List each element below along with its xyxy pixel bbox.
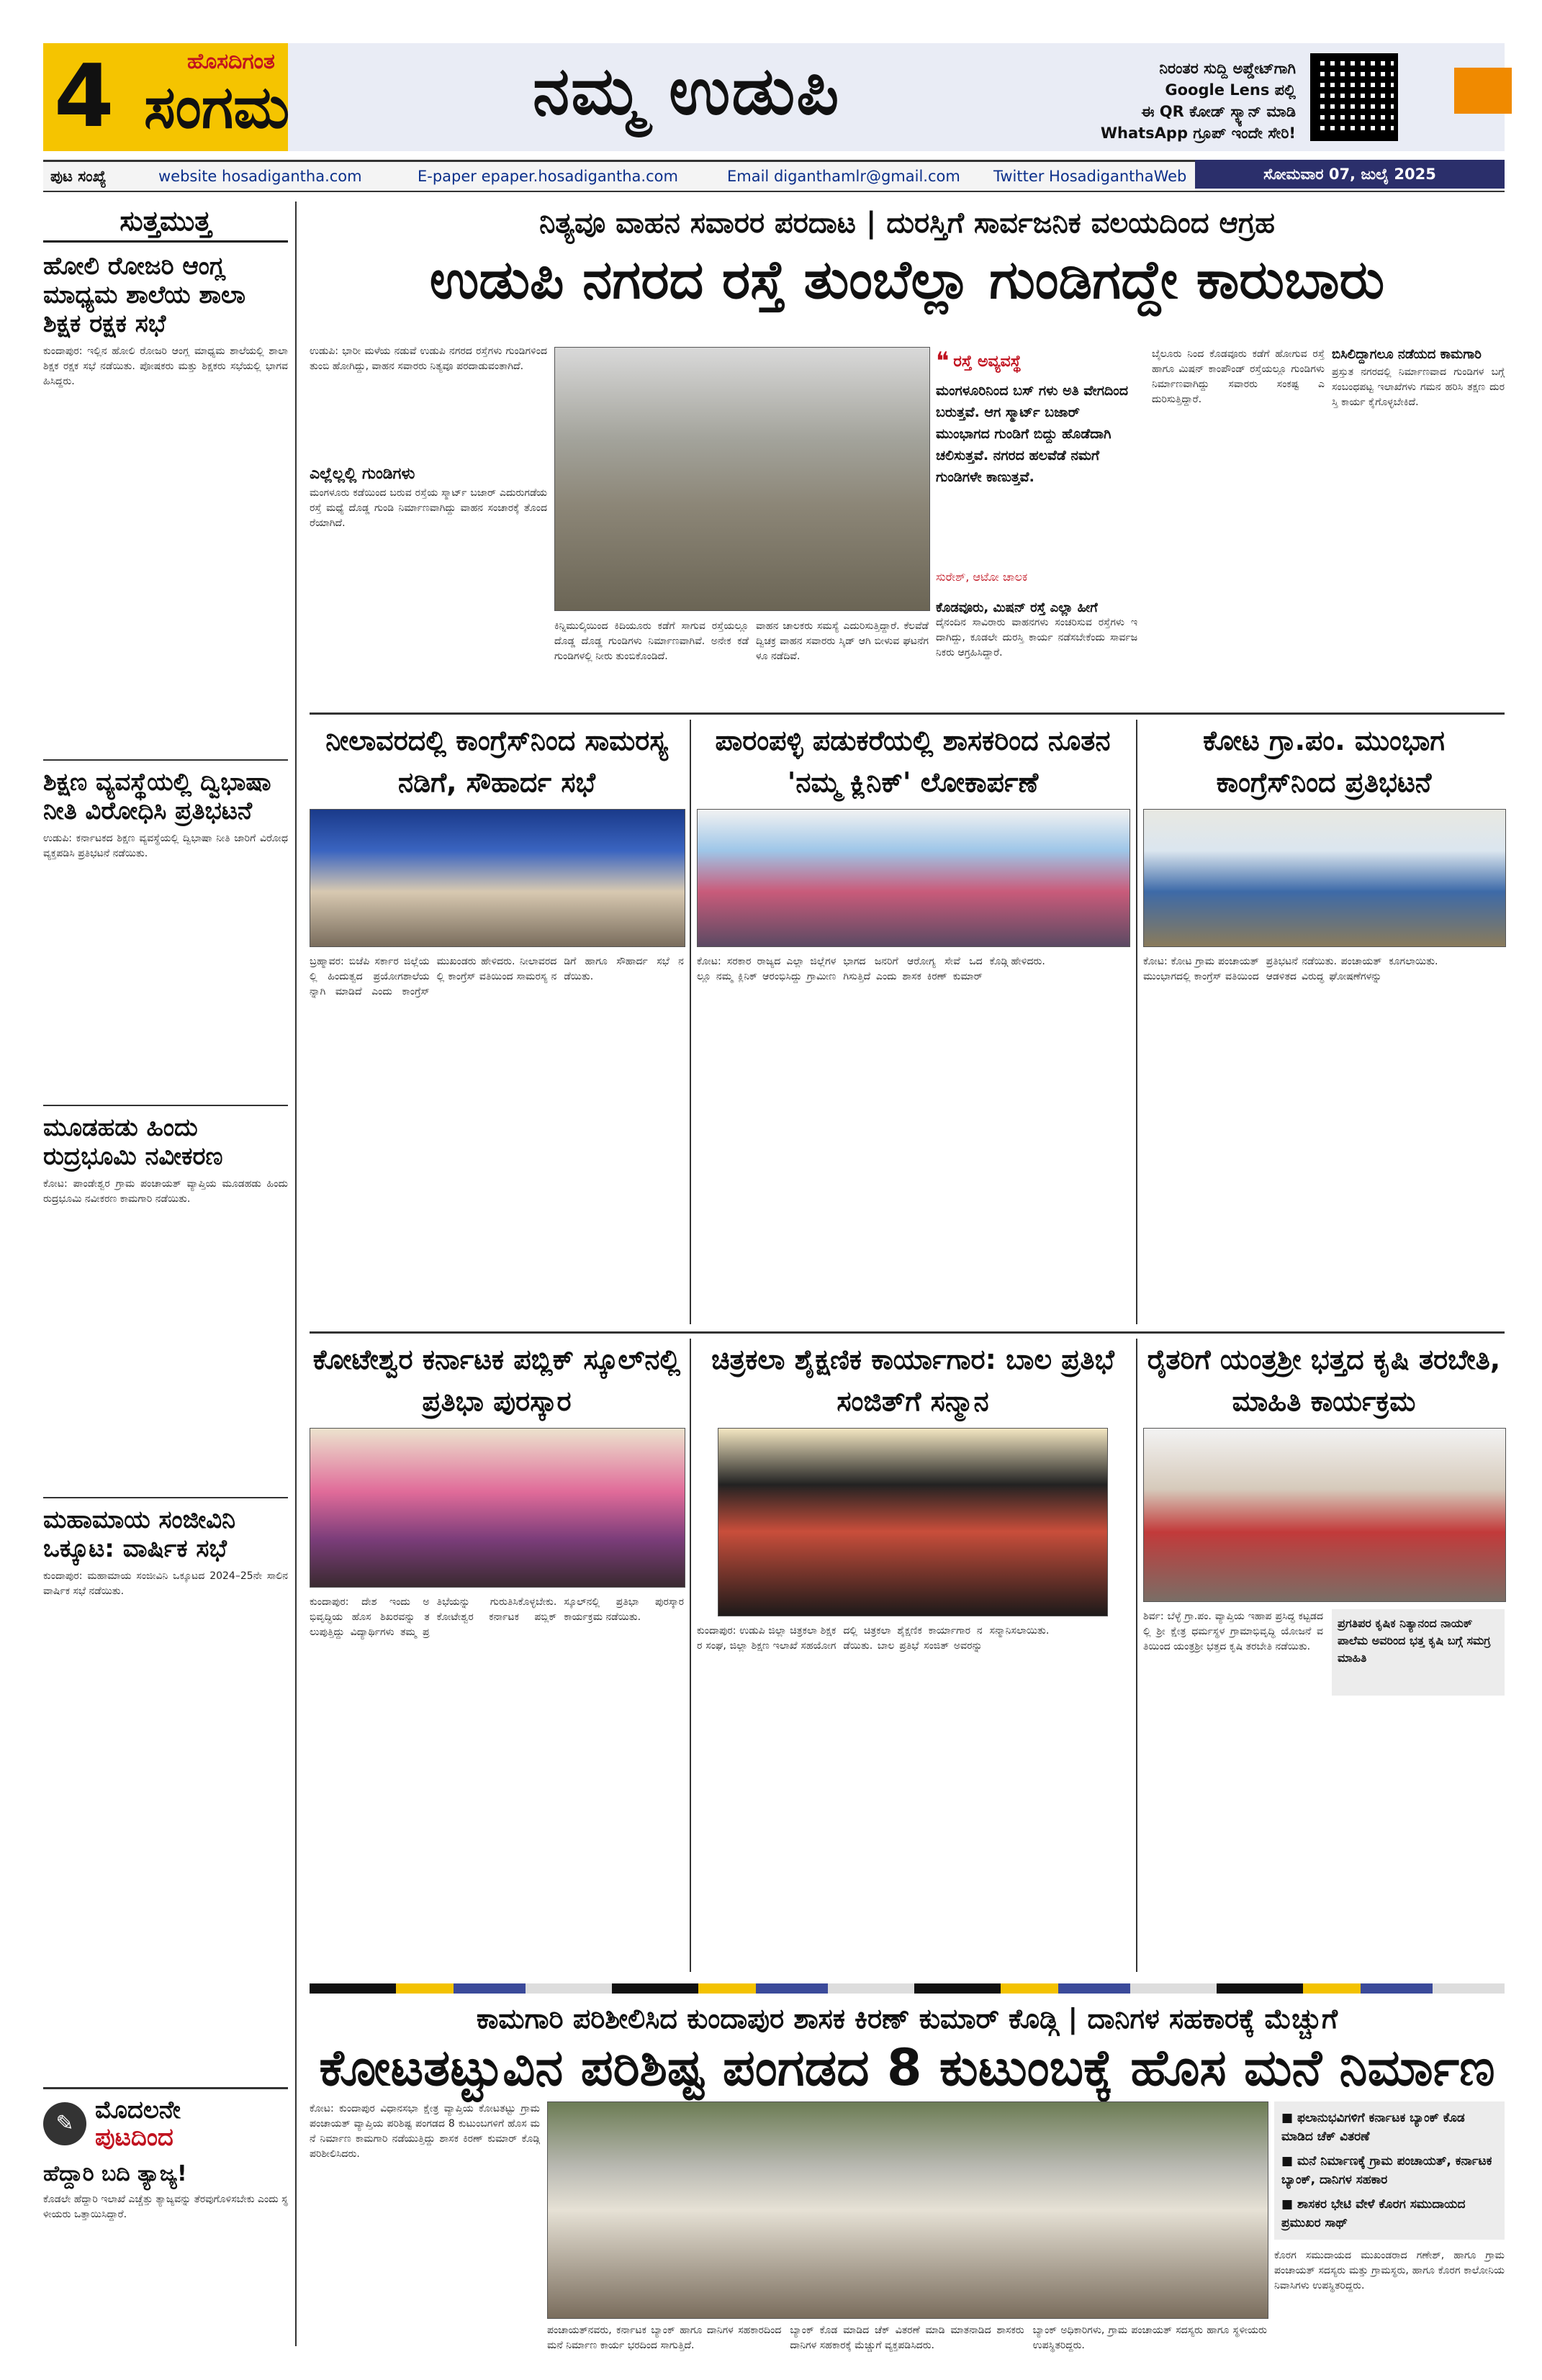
column-headline: ಹೆದ್ದಾರಿ ಬದಿ ತ್ಯಾಜ್ಯ! (43, 2161, 187, 2186)
page-number: 4 (54, 47, 114, 147)
story-body: ಶಿರ್ವ: ಬೆಳ್ಳೆ ಗ್ರಾ.ಪಂ. ವ್ಯಾಪ್ತಿಯ ಇಹಾಪ ಪ್ರಸಿದ್ಧ ಕಟ್ಟಡದಲ್ಲಿ ಶ್ರೀ ಕ್ಷೇತ್ರ ಧರ್ಮಸ್ಥಳ ಗ್ರಾಮಾಭಿವೃದ್ಧಿ ಯೋಜನೆ ವತಿಯಿಂದ ಯಂತ್ರಶ್ರೀ ಭತ್ತದ ಕೃಷಿ ತರಬೇತಿ ನಡೆಯಿತು. (1143, 1611, 1323, 1652)
lead-headline: ಉಡುಪಿ ನಗರದ ರಸ್ತೆ ತುಂಬೆಲ್ಲಾ ಗುಂಡಿಗದ್ದೇ ಕಾರುಬಾರು (429, 249, 1385, 311)
story-body: ಕುಂದಾಪುರ: ಉಡುಪಿ ಜಿಲ್ಲಾ ಚಿತ್ರಕಲಾ ಶಿಕ್ಷಕರ ಸಂಘ, ಜಿಲ್ಲಾ ಶಿಕ್ಷಣ ಇಲಾಖೆ ಸಹಯೋಗದಲ್ಲಿ ಚಿತ್ರಕಲಾ ಶೈಕ್ಷಣಿಕ ಕಾರ್ಯಾಗಾರ ನಡೆಯಿತು. ಬಾಲ ಪ್ರತಿಭೆ ಸಂಜಿತ್ ಅವರನ್ನು ಸನ್ಮಾನಿಸಲಾಯಿತು. (697, 1625, 1050, 1652)
twitter-link[interactable]: Twitter HosadiganthaWeb (993, 168, 1187, 185)
story-headline: ಚಿತ್ರಕಲಾ ಶೈಕ್ಷಣಿಕ ಕಾರ್ಯಾಗಾರ: ಬಾಲ ಪ್ರತಿಭೆ ಸಂಜಿತ್‌ಗೆ ಸನ್ಮಾನ (711, 1344, 1114, 1417)
brand-small: ಹೊಸದಿಗಂತ (187, 49, 275, 74)
event-photo (310, 809, 685, 947)
event-photo (310, 1428, 685, 1588)
bottom-body: ಕೋಟ: ಕುಂದಾಪುರ ವಿಧಾನಸಭಾ ಕ್ಷೇತ್ರ ವ್ಯಾಪ್ತಿಯ ಕೋಟತಟ್ಟು ಗ್ರಾಮ ಪಂಚಾಯತ್ ವ್ಯಾಪ್ತಿಯ ಪರಿಶಿಷ್ಟ ಪಂಗಡದ 8 ಕುಟುಂಬಗಳಿಗೆ ಹೊಸ ಮನೆ ನಿರ್ಮಾಣ ಕಾಮಗಾರಿ ನಡೆಯುತ್ತಿದ್ದು ಶಾಸಕ ಕಿರಣ್ ಕುಮಾರ್ ಕೊಡ್ಗಿ ಪರಿಶೀಲಿಸಿದರು. (310, 2103, 540, 2160)
story-headline: ನೀಲಾವರದಲ್ಲಿ ಕಾಂಗ್ರೆಸ್‌ನಿಂದ ಸಾಮರಸ್ಯ ನಡಿಗೆ, ಸೌಹಾರ್ದ ಸಭೆ (325, 725, 668, 798)
story-body: ಕುಂದಾಪುರ: ದೇಶ ಇಂದು ಅಭಿವೃದ್ಧಿಯ ಹೊಸ ಶಿಖರವನ್ನು ತಲುಪುತ್ತಿದ್ದು ವಿದ್ಯಾರ್ಥಿಗಳು ತಮ್ಮ ಪ್ರತಿಭೆಯನ್ನು ಗುರುತಿಸಿಕೊಳ್ಳಬೇಕು. ಕೋಟೇಶ್ವರ ಕರ್ನಾಟಕ ಪಬ್ಲಿಕ್ ಸ್ಕೂಲ್‌ನಲ್ಲಿ ಪ್ರತಿಭಾ ಪುರಸ್ಕಾರ ಕಾರ್ಯಕ್ರಮ ನಡೆಯಿತು. (310, 1596, 684, 1638)
section-title: ನಮ್ಮ ಉಡುಪಿ (533, 53, 841, 130)
orange-tab (1454, 68, 1512, 114)
column-title: ಪುಟದಿಂದ (95, 2123, 173, 2152)
col-rule (690, 1339, 691, 1972)
sidebar-headline: ಹೋಲಿ ರೋಜರಿ ಆಂಗ್ಲ ಮಾಧ್ಯಮ ಶಾಲೆಯ ಶಾಲಾ ಶಿಕ್ಷಕ ರಕ್ಷಕ ಸಭೆ (43, 252, 246, 338)
pothole-photo (554, 347, 930, 611)
sidebar-rule (295, 202, 297, 2346)
bottom-bullet: ■ ಮನೆ ನಿರ್ಮಾಣಕ್ಕೆ ಗ್ರಾಮ ಪಂಚಾಯತ್, ಕರ್ನಾಟಕ ಬ್ಯಾಂಕ್, ದಾನಿಗಳ ಸಹಕಾರ (1281, 2154, 1492, 2187)
quote-body: ಮಂಗಳೂರಿನಿಂದ ಬಸ್ ಗಳು ಅತಿ ವೇಗದಿಂದ ಬರುತ್ತವೆ. ಆಗ ಸ್ಮಾರ್ಟ್ ಬಜಾರ್ ಮುಂಭಾಗದ ಗುಂಡಿಗೆ ಬಿದ್ದು ಹೊಡೆದಾಗಿ ಚಲಿಸುತ್ತವೆ. ನಗರದ ಹಲವೆಡೆ ನಮಗೆ ಗುಂಡಿಗಳೇ ಕಾಣುತ್ತವೆ. (936, 383, 1128, 485)
sidebar-body: ಉಡುಪಿ: ಕರ್ನಾಟಕದ ಶಿಕ್ಷಣ ವ್ಯವಸ್ಥೆಯಲ್ಲಿ ದ್ವಿಭಾಷಾ ನೀತಿ ಜಾರಿಗೆ ವಿರೋಧ ವ್ಯಕ್ತಪಡಿಸಿ ಪ್ರತಿಭಟನೆ ನಡೆಯಿತು. (43, 833, 288, 859)
bottom-body: ಕೊರಗ ಸಮುದಾಯದ ಮುಖಂಡರಾದ ಗಣೇಶ್, ಹಾಗೂ ಗ್ರಾಮ ಪಂಚಾಯತ್ ಸದಸ್ಯರು ಮತ್ತು ಗ್ರಾಮಸ್ಥರು, ಹಾಗೂ ಕೊರಗ ಕಾಲೋನಿಯ ನಿವಾಸಿಗಳು ಉಪಸ್ಥಿತರಿದ್ದರು. (1274, 2250, 1505, 2291)
email-link[interactable]: Email diganthamlr@gmail.com (727, 168, 960, 185)
pages-label: ಪುಟ ಸಂಖ್ಯೆ (50, 168, 107, 185)
lead-subhead: ಬಿಸಿಲಿದ್ದಾಗಲೂ ನಡೆಯದ ಕಾಮಗಾರಿ (1332, 347, 1482, 362)
bottom-bullet-text: ಮನೆ ನಿರ್ಮಾಣಕ್ಕೆ ಗ್ರಾಮ ಪಂಚಾಯತ್, ಕರ್ನಾಟಕ ಬ್ಯಾಂಕ್, ದಾನಿಗಳ ಸಹಕಾರ (1281, 2154, 1492, 2187)
quote-title: ರಸ್ತೆ ಅವ್ಯವಸ್ಥೆ (953, 352, 1022, 371)
sidebar-label: ಸುತ್ತಮುತ್ತ (43, 205, 288, 243)
brand-main: ಸಂಗಮ (144, 73, 290, 142)
qr-note-line: WhatsApp ಗ್ರೂಪ್ ಇಂದೇ ಸೇರಿ! (1100, 125, 1296, 142)
lead-body: ವಾಹನ ಚಾಲಕರು ಸಮಸ್ಯೆ ಎದುರಿಸುತ್ತಿದ್ದಾರೆ. ಕೆಲವೆಡೆ ದ್ವಿಚಕ್ರ ವಾಹನ ಸವಾರರು ಸ್ಕಿಡ್ ಆಗಿ ಬೀಳುವ ಘಟನೆಗಳೂ ನಡೆದಿವೆ. (756, 620, 929, 662)
qr-note-line: Google Lens ಪಲ್ಲಿ (1165, 81, 1296, 99)
lead-body: ಪ್ರಸ್ತುತ ನಗರದಲ್ಲಿ ನಿರ್ಮಾಣವಾದ ಗುಂಡಿಗಳ ಬಗ್ಗೆ ಸಂಬಂಧಪಟ್ಟ ಇಲಾಖೆಗಳು ಗಮನ ಹರಿಸಿ ತಕ್ಷಣ ದುರಸ್ತಿ ಕಾರ್ಯ ಕೈಗೊಳ್ಳಬೇಕಿದೆ. (1332, 366, 1505, 408)
lead-subhead: ಕೊಡವೂರು, ಮಿಷನ್ ರಸ್ತೆ ಎಲ್ಲಾ ಹೀಗೆ (936, 600, 1098, 615)
sidebar-headline: ಮೂಡಹಡು ಹಿಂದು ರುದ್ರಭೂಮಿ ನವೀಕರಣ (43, 1113, 223, 1171)
event-photo (1143, 809, 1506, 947)
decor-strip (310, 1983, 1505, 1994)
issue-date: ಸೋಮವಾರ 07, ಜುಲೈ 2025 (1195, 160, 1505, 189)
pencil-icon: ✎ (43, 2102, 86, 2145)
bottom-bullet: ■ ಫಲಾನುಭವಿಗಳಿಗೆ ಕರ್ನಾಟಕ ಬ್ಯಾಂಕ್ ಕೊಡ ಮಾಡಿದ ಚೆಕ್ ವಿತರಣೆ (1281, 2111, 1465, 2144)
sidebar-headline: ಶಿಕ್ಷಣ ವ್ಯವಸ್ಥೆಯಲ್ಲಿ ದ್ವಿಭಾಷಾ ನೀತಿ ವಿರೋಧಿಸಿ ಪ್ರತಿಭಟನೆ (43, 768, 271, 825)
bottom-kicker: ಕಾಮಗಾರಿ ಪರಿಶೀಲಿಸಿದ ಕುಂದಾಪುರ ಶಾಸಕ ಕಿರಣ್ ಕುಮಾರ್ ಕೊಡ್ಗಿ | ದಾನಿಗಳ ಸಹಕಾರಕ್ಕೆ ಮೆಚ್ಚುಗೆ (476, 2003, 1338, 2035)
qr-note (1037, 58, 1296, 144)
bottom-bullet-text: ಶಾಸಕರ ಭೇಟಿ ವೇಳೆ ಕೊರಗ ಸಮುದಾಯದ ಪ್ರಮುಖರ ಸಾಥ್ (1281, 2197, 1466, 2230)
col-rule (1136, 720, 1137, 1324)
sidebar-body: ಕೋಟ: ಪಾಂಡೇಶ್ವರ ಗ್ರಾಮ ಪಂಚಾಯತ್ ವ್ಯಾಪ್ತಿಯ ಮೂಡಹಡು ಹಿಂದು ರುದ್ರಭೂಮಿ ನವೀಕರಣ ಕಾಮಗಾರಿ ನಡೆಯಿತು. (43, 1178, 288, 1205)
story-headline: ರೈತರಿಗೆ ಯಂತ್ರಶ್ರೀ ಭತ್ತದ ಕೃಷಿ ತರಬೇತಿ, ಮಾಹಿತಿ ಕಾರ್ಯಕ್ರಮ (1147, 1344, 1501, 1417)
col-rule (690, 720, 691, 1324)
sidebar-body: ಕುಂದಾಪುರ: ಮಹಾಮಾಯ ಸಂಜೀವಿನಿ ಒಕ್ಕೂಟದ 2024–25ನೇ ಸಾಲಿನ ವಾರ್ಷಿಕ ಸಭೆ ನಡೆಯಿತು. (43, 1570, 288, 1597)
bottom-bullet: ■ ಶಾಸಕರ ಭೇಟಿ ವೇಳೆ ಕೊರಗ ಸಮುದಾಯದ ಪ್ರಮುಖರ ಸಾಥ್ (1281, 2197, 1466, 2230)
bottom-body: ಬ್ಯಾಂಕ್ ಅಧಿಕಾರಿಗಳು, ಗ್ರಾಮ ಪಂಚಾಯತ್ ಸದಸ್ಯರು ಹಾಗೂ ಸ್ಥಳೀಯರು ಉಪಸ್ಥಿತರಿದ್ದರು. (1032, 2325, 1267, 2351)
event-photo (697, 809, 1130, 947)
quote-author: ಸುರೇಶ್, ಆಟೋ ಚಾಲಕ (936, 570, 1028, 584)
lead-body: ಮಂಗಳೂರು ಕಡೆಯಿಂದ ಬರುವ ರಸ್ತೆಯ ಸ್ಮಾರ್ಟ್ ಬಜಾರ್ ಎದುರುಗಡೆಯ ರಸ್ತೆ ಮಧ್ಯೆ ದೊಡ್ಡ ಗುಂಡಿ ನಿರ್ಮಾಣವಾಗಿದ್ದು ವಾಹನ ಸಂಚಾರಕ್ಕೆ ತೊಂದರೆಯಾಗಿದೆ. (310, 487, 547, 529)
story-body: ಬ್ರಹ್ಮಾವರ: ಬಿಜೆಪಿ ಸರ್ಕಾರ ಜಿಲ್ಲೆಯಲ್ಲಿ ಹಿಂದುತ್ವದ ಪ್ರಯೋಗಶಾಲೆಯನ್ನಾಗಿ ಮಾಡಿದೆ ಎಂದು ಕಾಂಗ್ರೆಸ್ ಮುಖಂಡರು ಹೇಳಿದರು. ನೀಲಾವರದಲ್ಲಿ ಕಾಂಗ್ರೆಸ್ ವತಿಯಿಂದ ಸಾಮರಸ್ಯ ನಡಿಗೆ ಹಾಗೂ ಸೌಹಾರ್ದ ಸಭೆ ನಡೆಯಿತು. (310, 956, 684, 997)
story-headline: ಕೋಟ ಗ್ರಾ.ಪಂ. ಮುಂಭಾಗ ಕಾಂಗ್ರೆಸ್‌ನಿಂದ ಪ್ರತಿಭಟನೆ (1203, 725, 1445, 798)
bottom-headline: ಕೋಟತಟ್ಟುವಿನ ಪರಿಶಿಷ್ಟ ಪಂಗಡದ 8 ಕುಟುಂಬಕ್ಕೆ ಹೊಸ ಮನೆ ನಿರ್ಮಾಣ (319, 2038, 1495, 2097)
qr-code-icon[interactable] (1310, 53, 1398, 141)
row-rule (310, 712, 1505, 715)
sidebar-body: ಕುಂದಾಪುರ: ಇಲ್ಲಿನ ಹೋಲಿ ರೋಜರಿ ಆಂಗ್ಲ ಮಾಧ್ಯಮ ಶಾಲೆಯಲ್ಲಿ ಶಾಲಾ ಶಿಕ್ಷಕ ರಕ್ಷಕ ಸಭೆ ನಡೆಯಿತು. ಪೋಷಕರು ಮತ್ತು ಶಿಕ್ಷಕರು ಸಭೆಯಲ್ಲಿ ಭಾಗವಹಿಸಿದ್ದರು. (43, 345, 288, 387)
event-photo (1143, 1428, 1506, 1602)
lead-body: ಬೈಲೂರು ನಿಂದ ಕೊಡವೂರು ಕಡೆಗೆ ಹೋಗುವ ರಸ್ತೆ ಹಾಗೂ ಮಿಷನ್ ಕಾಂಪೌಂಡ್ ರಸ್ತೆಯಲ್ಲೂ ಗುಂಡಿಗಳು ನಿರ್ಮಾಣವಾಗಿದ್ದು ಸವಾರರು ಸಂಕಷ್ಟ ಎದುರಿಸುತ್ತಿದ್ದಾರೆ. (1152, 348, 1325, 405)
col-rule (1136, 1339, 1137, 1972)
story-headline: ಪಾರಂಪಳ್ಳಿ ಪಡುಕರೆಯಲ್ಲಿ ಶಾಸಕರಿಂದ ನೂತನ 'ನಮ್ಮ ಕ್ಲಿನಿಕ್' ಲೋಕಾರ್ಪಣೆ (715, 725, 1111, 798)
bottom-body: ಬ್ಯಾಂಕ್ ಕೊಡ ಮಾಡಿದ ಚೆಕ್ ವಿತರಣೆ ಮಾಡಿ ಮಾತನಾಡಿದ ಶಾಸಕರು ದಾನಿಗಳ ಸಹಕಾರಕ್ಕೆ ಮೆಚ್ಚುಗೆ ವ್ಯಕ್ತಪಡಿಸಿದರು. (790, 2325, 1024, 2351)
story-headline: ಕೋಟೇಶ್ವರ ಕರ್ನಾಟಕ ಪಬ್ಲಿಕ್ ಸ್ಕೂಲ್‌ನಲ್ಲಿ ಪ್ರತಿಭಾ ಪುರಸ್ಕಾರ (312, 1344, 681, 1417)
column-body: ಕೊಡಲೇ ಹೆದ್ದಾರಿ ಇಲಾಖೆ ಎಚ್ಚೆತ್ತು ತ್ಯಾಜ್ಯವನ್ನು ತೆರವುಗೊಳಿಸಬೇಕು ಎಂದು ಸ್ಥಳೀಯರು ಒತ್ತಾಯಿಸಿದ್ದಾರೆ. (43, 2194, 288, 2220)
lead-body: ಉಡುಪಿ: ಭಾರೀ ಮಳೆಯ ನಡುವೆ ಉಡುಪಿ ನಗರದ ರಸ್ತೆಗಳು ಗುಂಡಿಗಳಿಂದ ತುಂಬಿ ಹೋಗಿದ್ದು, ವಾಹನ ಸವಾರರು ನಿತ್ಯವೂ ಪರದಾಡುವಂತಾಗಿದೆ. (310, 345, 547, 372)
row-rule (310, 1331, 1505, 1334)
story-bullet: ಪ್ರಗತಿಪರ ಕೃಷಿಕ ನಿತ್ಯಾನಂದ ನಾಯಕ್ ಪಾಲೆಮ ಅವರಿಂದ ಭತ್ತ ಕೃಷಿ ಬಗ್ಗೆ ಸಮಗ್ರ ಮಾಹಿತಿ (1332, 1609, 1505, 1696)
bottom-photo (547, 2101, 1268, 2319)
event-photo (718, 1428, 1108, 1616)
column-title: ಮೊದಲನೇ (95, 2096, 181, 2125)
lead-body: ಕಿನ್ನಿಮುಲ್ಕಿಯಿಂದ ಕಿದಿಯೂರು ಕಡೆಗೆ ಸಾಗುವ ರಸ್ತೆಯಲ್ಲೂ ದೊಡ್ಡ ದೊಡ್ಡ ಗುಂಡಿಗಳು ನಿರ್ಮಾಣವಾಗಿವೆ. ಅನೇಕ ಕಡೆ ಗುಂಡಿಗಳಲ್ಲಿ ನೀರು ತುಂಬಿಕೊಂಡಿದೆ. (554, 620, 749, 662)
lead-subhead: ಎಲ್ಲೆಲ್ಲಲ್ಲಿ ಗುಂಡಿಗಳು (310, 465, 415, 483)
sidebar-headline: ಮಹಾಮಾಯ ಸಂಜೀವಿನಿ ಒಕ್ಕೂಟ: ವಾರ್ಷಿಕ ಸಭೆ (43, 1506, 236, 1563)
qr-note-line: ಈ QR ಕೋಡ್ ಸ್ಕ್ಯಾನ್ ಮಾಡಿ (1141, 103, 1296, 120)
qr-note-line: ನಿರಂತರ ಸುದ್ದಿ ಅಪ್ಡೇಟ್‌ಗಾಗಿ (1159, 60, 1296, 77)
website-link[interactable]: website hosadigantha.com (158, 168, 362, 185)
lead-kicker: ನಿತ್ಯವೂ ವಾಹನ ಸವಾರರ ಪರದಾಟ | ದುರಸ್ತಿಗೆ ಸಾರ್ವಜನಿಕ ವಲಯದಿಂದ ಆಗ್ರಹ (539, 207, 1275, 240)
story-body: ಕೋಟ: ಕೋಟ ಗ್ರಾಮ ಪಂಚಾಯತ್ ಮುಂಭಾಗದಲ್ಲಿ ಕಾಂಗ್ರೆಸ್ ವತಿಯಿಂದ ಪ್ರತಿಭಟನೆ ನಡೆಯಿತು. ಪಂಚಾಯತ್ ಆಡಳಿತದ ವಿರುದ್ಧ ಘೋಷಣೆಗಳನ್ನು ಕೂಗಲಾಯಿತು. (1143, 956, 1438, 982)
epaper-link[interactable]: E-paper epaper.hosadigantha.com (418, 168, 678, 185)
lead-body: ದೈನಂದಿನ ಸಾವಿರಾರು ವಾಹನಗಳು ಸಂಚರಿಸುವ ರಸ್ತೆಗಳು ಇದಾಗಿದ್ದು, ಕೂಡಲೇ ದುರಸ್ತಿ ಕಾರ್ಯ ನಡೆಸಬೇಕೆಂದು ಸಾರ್ವಜನಿಕರು ಆಗ್ರಹಿಸಿದ್ದಾರೆ. (936, 617, 1137, 659)
bottom-body: ಪಂಚಾಯತ್‌ನವರು, ಕರ್ನಾಟಕ ಬ್ಯಾಂಕ್ ಹಾಗೂ ದಾನಿಗಳ ಸಹಕಾರದಿಂದ ಮನೆ ನಿರ್ಮಾಣ ಕಾರ್ಯ ಭರದಿಂದ ಸಾಗುತ್ತಿದೆ. (547, 2325, 782, 2351)
story-body: ಕೋಟ: ಸರಕಾರ ರಾಜ್ಯದ ಎಲ್ಲಾ ಜಿಲ್ಲೆಗಳಲ್ಲೂ ನಮ್ಮ ಕ್ಲಿನಿಕ್ ಆರಂಭಿಸಿದ್ದು ಗ್ರಾಮೀಣ ಭಾಗದ ಜನರಿಗೆ ಆರೋಗ್ಯ ಸೇವೆ ಒದಗಿಸುತ್ತಿದೆ ಎಂದು ಶಾಸಕ ಕಿರಣ್ ಕುಮಾರ್ ಕೊಡ್ಗಿ ಹೇಳಿದರು. (697, 956, 1045, 982)
quote-icon: ❝ (936, 347, 950, 376)
bottom-bullet-text: ಫಲಾನುಭವಿಗಳಿಗೆ ಕರ್ನಾಟಕ ಬ್ಯಾಂಕ್ ಕೊಡ ಮಾಡಿದ ಚೆಕ್ ವಿತರಣೆ (1281, 2111, 1465, 2144)
